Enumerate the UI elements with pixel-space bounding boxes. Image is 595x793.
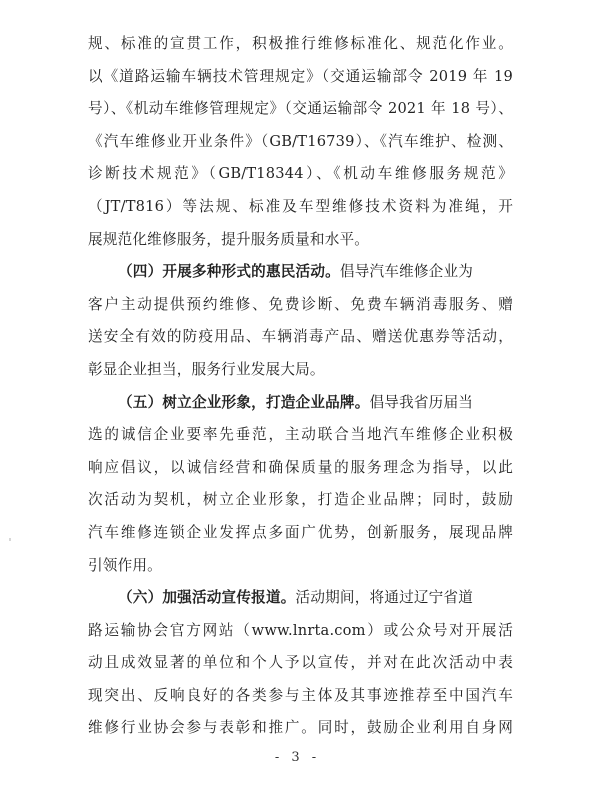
- text-line: 展规范化维修服务，提升服务质量和水平。: [88, 230, 370, 248]
- section-heading: （六）加强活动宣传报道。: [118, 589, 296, 607]
- paragraph-heading-6: （六）加强活动宣传报道。活动期间，将通过辽宁省道: [118, 589, 474, 607]
- scan-speck: [9, 538, 11, 541]
- paragraph-heading-4: （四）开展多种形式的惠民活动。倡导汽车维修企业为: [118, 263, 474, 281]
- body-text: [88, 28, 513, 745]
- text-line: 客户主动提供预约维修、免费诊断、免费车辆消毒服务、赠: [88, 295, 513, 313]
- text-line: 次活动为契机，树立企业形象，打造企业品牌；同时，鼓励: [88, 491, 513, 509]
- text-line: 汽车维修连锁企业发挥点多面广优势，创新服务，展现品牌: [88, 523, 513, 541]
- text-line: 现突出、反响良好的各类参与主体及其事迹推荐至中国汽车: [88, 686, 513, 704]
- section-heading: （五）树立企业形象，打造企业品牌。: [118, 393, 370, 411]
- text-line: 响应倡议，以诚信经营和确保质量的服务理念为指导，以此: [88, 458, 513, 476]
- text-line: 诊断技术规范》（GB/T18344）、《机动车维修服务规范》: [88, 165, 513, 183]
- text-line: 路运输协会官方网站（www.lnrta.com）或公众号对开展活: [88, 621, 513, 639]
- text-line: 《汽车维修业开业条件》（GB/T16739）、《汽车维护、检测、: [88, 132, 513, 150]
- section-heading: （四）开展多种形式的惠民活动。: [118, 263, 340, 281]
- page-number: - 3 -: [274, 750, 321, 765]
- paragraph-heading-5: （五）树立企业形象，打造企业品牌。倡导我省历届当: [118, 393, 474, 411]
- text-line: 以《道路运输车辆技术管理规定》（交通运输部令 2019 年 19: [88, 67, 513, 85]
- text-line: （JT/T816）等法规、标准及车型维修技术资料为准绳，开: [88, 197, 513, 215]
- text-line: 维修行业协会参与表彰和推广。同时，鼓励企业利用自身网: [88, 719, 513, 737]
- text-line: 彰显企业担当，服务行业发展大局。: [88, 360, 325, 378]
- text-line: 选的诚信企业要率先垂范，主动联合当地汽车维修企业积极: [88, 426, 513, 444]
- text-line: 号）、《机动车维修管理规定》（交通运输部令 2021 年 18 号）、: [88, 100, 513, 118]
- text-line: 送安全有效的防疫用品、车辆消毒产品、赠送优惠券等活动，: [88, 328, 513, 346]
- text-line: 动且成效显著的单位和个人予以宣传，并对在此次活动中表: [88, 654, 513, 672]
- text-line: 引领作用。: [88, 556, 162, 574]
- text-line: 规、标准的宣贯工作，积极推行维修标准化、规范化作业。: [88, 35, 513, 52]
